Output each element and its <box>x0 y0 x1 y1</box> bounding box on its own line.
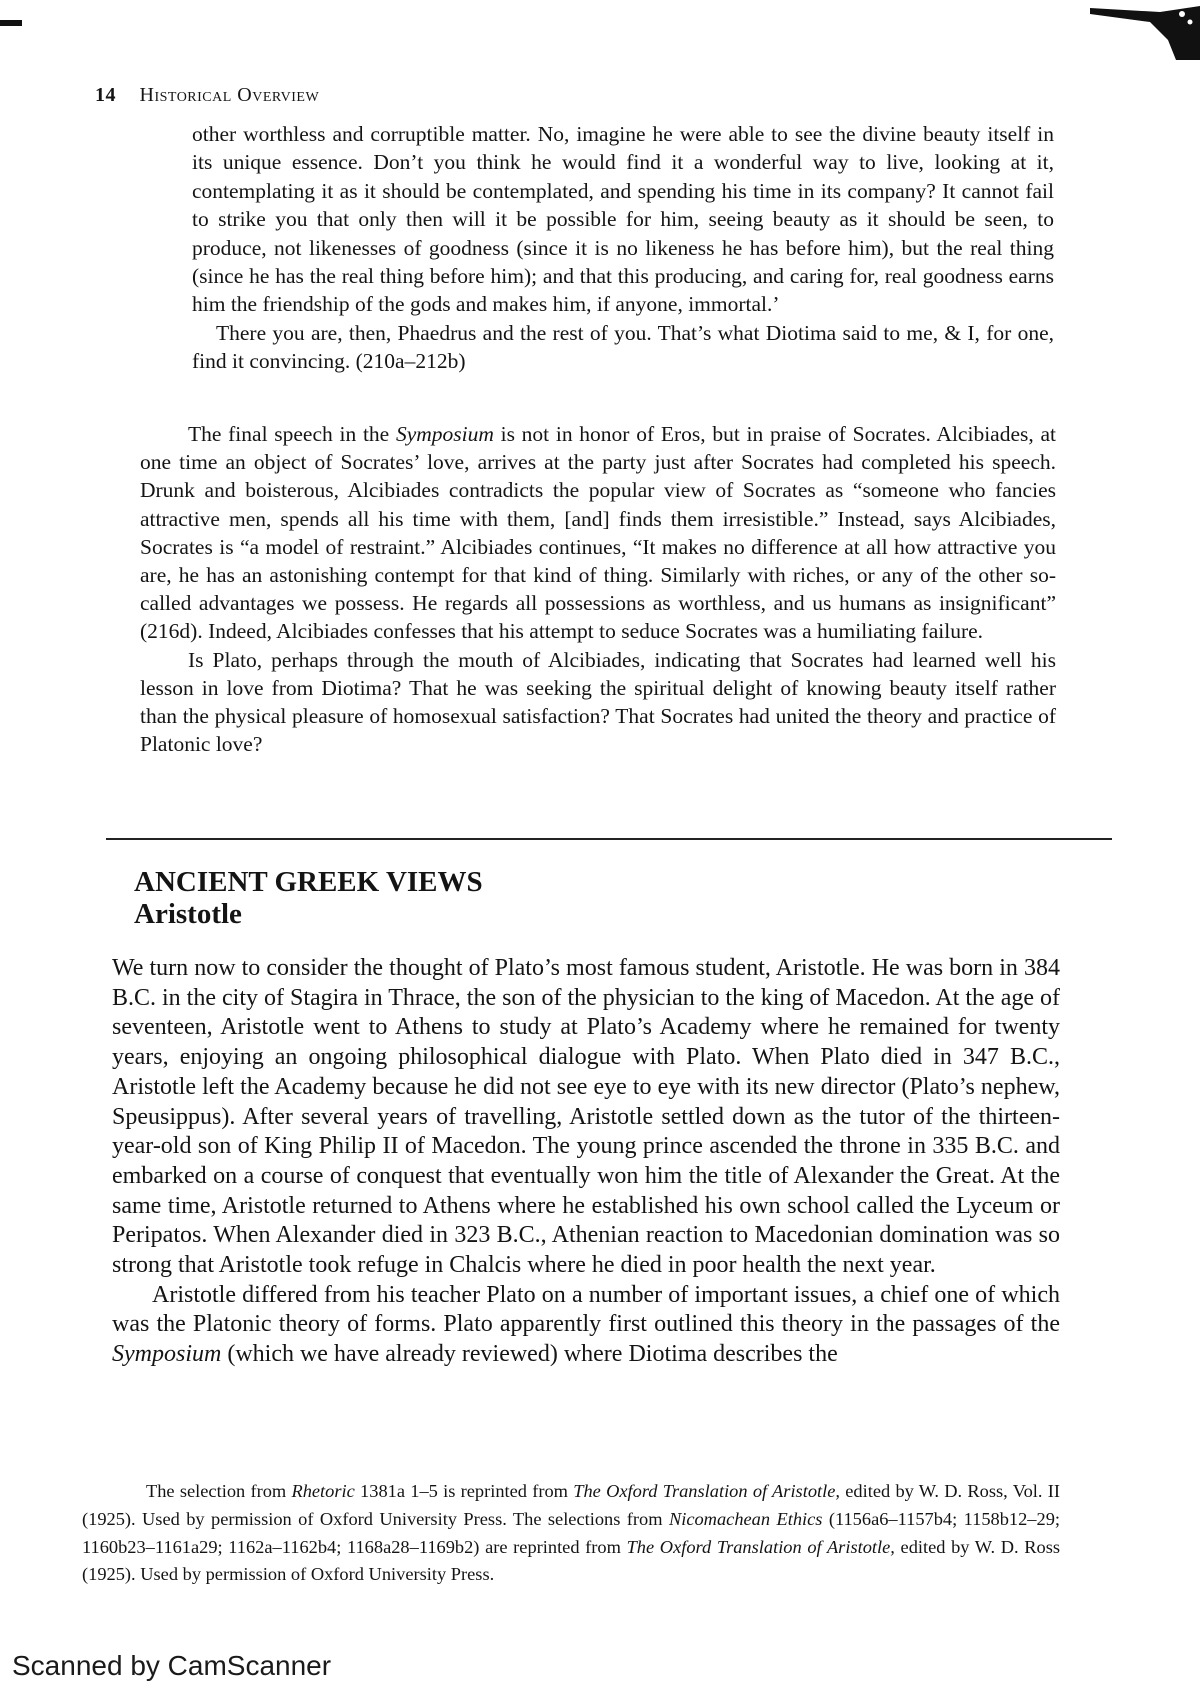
section-heading <box>134 866 483 930</box>
running-head <box>95 84 319 107</box>
text-run: is not in honor of Eros, but in praise of Socrates. Alcibiades, at one time an object of Socrates’ love, arrives at the party just after Socrates had completed his speech. Drunk and boisterous, Alcibiades contradicts the popular view of Socrates as “someone who fancies attractive men, spends all his time with them, [and] finds them irresistible.” Instead, says Alcibiades, Socrates is “a model of restraint.” Alcibiades continues, “It makes no difference at all how attractive you are, he has an astonishing contempt for that kind of thing. Similarly with riches, or any of the other so-called advantages we possess. He regards all possessions as worthless, and us humans as insignificant” (216d). Indeed, Alcibiades confesses that his attempt to seduce Socrates was a humiliating failure. <box>140 422 1056 644</box>
block-quote <box>192 120 1054 376</box>
text-run: (which we have already reviewed) where Diotima describes the <box>221 1341 838 1368</box>
section-title: ANCIENT GREEK VIEWS <box>134 866 483 898</box>
scan-edge-mark <box>0 20 22 26</box>
text-run: The selection from <box>146 1481 292 1502</box>
text-run: edited by W. D. Ross (1925). Used by permission of Oxford University Press. <box>82 1536 1061 1585</box>
body-paragraph <box>140 646 1056 759</box>
footnote-paragraph <box>82 1478 1060 1588</box>
text-run: Is Plato, perhaps through the mouth of Alcibiades, indicating that Socrates had learned well his lesson in love from Diotima? That he was seeking the spiritual delight of knowing beauty itself rather than the physical pleasure of homosexual satisfaction? That Socrates had united the theory and practice of Platonic love? <box>140 647 1056 757</box>
body-paragraph <box>140 420 1056 646</box>
italic-title: The Oxford Translation of Aristotle, <box>573 1481 840 1502</box>
italic-title: The Oxford Translation of Aristotle, <box>626 1536 895 1557</box>
section-divider <box>106 838 1112 840</box>
page-number: 14 <box>95 84 116 106</box>
text-run: We turn now to consider the thought of Plato’s most famous student, Aristotle. He was born in 384 B.C. in the city of Stagira in Thrace, the son of the physician to the king of Macedon. At the age of seventeen, Aristotle went to Athens to study at Plato’s Academy where he remained for twenty years, enjoying an ongoing philosophical dialogue with Plato. When Plato died in 347 B.C., Aristotle left the Academy because he did not see eye to eye with its new director (Plato’s nephew, Speusippus). After several years of travelling, Aristotle settled down as the tutor of the thirteen-year-old son of King Philip II of Macedon. The young prince ascended the throne in 335 B.C. and embarked on a course of conquest that eventually won him the title of Alexander the Great. At the same time, Aristotle returned to Athens where he established his own school called the Lyceum or Peripatos. When Alexander died in 323 B.C., Athenian reaction to Macedonian domination was so strong that Aristotle took refuge in Chalcis where he died in poor health the next year. <box>112 955 1060 1279</box>
body-paragraph <box>112 1281 1060 1370</box>
text-run: The final speech in the <box>188 422 396 446</box>
text-run: 1381a 1–5 is reprinted from <box>354 1481 574 1502</box>
text-run: (1156a6–1157b4; 1158b12–29; 1160b23–1161a29; 1162a–1162b4; 1168a28–1169b2) are reprinted from <box>82 1508 1061 1557</box>
italic-title: Symposium <box>395 422 494 446</box>
quote-paragraph: other worthless and corruptible matter. No, imagine he were able to see the divine beauty itself in its unique essence. Don’t you think he would find it a wonderful way to live, looking at it, contemplating it as it should be contemplated, and spending his time in its company? It cannot fail to strike you that only then will it be possible for him, seeing beauty as it should be seen, to produce, not likenesses of goodness (since it is no likeness he has before him), but the real thing (since he has the real thing before him); and that this producing, and caring for, real goodness earns him the friendship of the gods and makes him, if anyone, immortal.’ <box>192 122 1054 317</box>
scan-corner-artifact <box>1090 0 1200 60</box>
body-text-symposium <box>140 420 1056 758</box>
quote-paragraph: There you are, then, Phaedrus and the rest of you. That’s what Diotima said to me, & I, for one, find it convincing. (210a–212b) <box>192 320 1054 374</box>
body-paragraph <box>112 954 1060 1281</box>
text-run: Aristotle differed from his teacher Plato on a number of important issues, a chief one of which was the Platonic theory of forms. Plato apparently first outlined this theory in the passages of the <box>112 1281 1060 1338</box>
source-footnote <box>82 1460 1060 1607</box>
section-subtitle: Aristotle <box>134 898 242 930</box>
running-title: Historical Overview <box>139 84 320 106</box>
body-text-aristotle <box>112 954 1060 1370</box>
italic-title: Nicomachean Ethics <box>668 1508 823 1529</box>
italic-title: Rhetoric <box>291 1481 355 1502</box>
italic-title: Symposium <box>112 1341 222 1368</box>
text-run: edited by W. D. Ross, Vol. II (1925). Used by permission of Oxford University Press. The selections from <box>82 1481 1061 1529</box>
scanner-watermark: Scanned by CamScanner <box>12 1650 332 1681</box>
